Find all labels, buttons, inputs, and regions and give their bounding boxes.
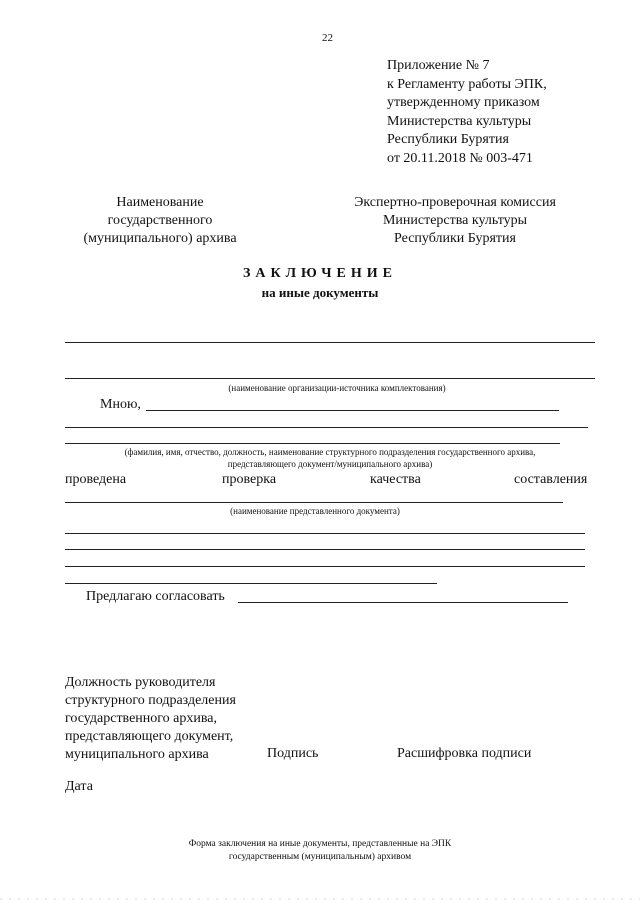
document-fill-line <box>65 583 437 584</box>
conducted-word: проведена <box>65 472 127 487</box>
document-fill-line <box>65 533 585 534</box>
appendix-block <box>387 57 547 168</box>
person-fill-line <box>65 427 588 428</box>
position-line: структурного подразделения <box>65 693 236 708</box>
mnoyu-label: Мною, <box>100 397 141 412</box>
organization-fill-line <box>65 342 595 343</box>
appendix-line: Республики Бурятия <box>387 132 509 147</box>
appendix-line: утвержденному приказом <box>387 95 540 110</box>
page-number: 22 <box>322 32 333 44</box>
conducted-word: проверка <box>222 472 277 487</box>
commission-line: Министерства культуры <box>382 213 528 228</box>
commission-line: Республики Бурятия <box>394 231 516 246</box>
scan-edge-dots <box>0 893 640 903</box>
archive-name-line: (муниципального) архива <box>83 231 237 246</box>
position-line: государственного архива, <box>65 711 218 726</box>
document-fill-line <box>65 566 585 567</box>
person-caption: представляющего документ/муниципального архива) <box>227 459 433 469</box>
commission-heading <box>340 194 570 248</box>
appendix-line: Министерства культуры <box>387 113 532 129</box>
person-fill-line <box>146 410 559 411</box>
position-block <box>65 674 236 764</box>
scan-edge-artifact <box>0 890 640 900</box>
propose-label: Предлагаю согласовать <box>86 589 225 604</box>
propose-fill-line <box>238 602 568 603</box>
archive-name-line: государственного <box>107 213 213 228</box>
conducted-word: составления <box>514 472 588 487</box>
conducted-word: качества <box>370 472 421 487</box>
archive-name-heading <box>60 194 260 248</box>
form-footer <box>0 838 640 864</box>
appendix-line: Приложение № 7 <box>387 58 490 73</box>
appendix-line: от 20.11.2018 № 003-471 <box>387 150 533 166</box>
appendix-line: к Регламенту работы ЭПК, <box>387 76 547 92</box>
organization-caption: (наименование организации-источника комплектования) <box>228 383 446 393</box>
position-line: представляющего документ, <box>65 729 234 744</box>
person-fill-line <box>65 443 560 444</box>
footer-line: Форма заключения на иные документы, представленные на ЭПК <box>188 839 452 849</box>
position-line: Должность руководителя <box>65 675 216 690</box>
commission-line: Экспертно-проверочная комиссия <box>354 195 556 210</box>
archive-name-line: Наименование <box>116 195 204 210</box>
person-caption: (фамилия, имя, отчество, должность, наименование структурного подразделения государственного архива, <box>124 447 536 457</box>
footer-line: государственным (муниципальным) архивом <box>228 852 412 862</box>
position-line: муниципального архива <box>65 747 209 762</box>
document-title: ЗАКЛЮЧЕНИЕ <box>242 266 398 281</box>
document-caption: (наименование представленного документа) <box>230 506 400 516</box>
organization-fill-line <box>65 378 595 379</box>
signature-label: Подпись <box>267 746 319 761</box>
document-subtitle: на иные документы <box>261 285 379 300</box>
signature-decoding-label: Расшифровка подписи <box>397 746 532 761</box>
date-label: Дата <box>65 779 93 794</box>
document-fill-line <box>65 502 563 503</box>
document-fill-line <box>65 549 585 550</box>
